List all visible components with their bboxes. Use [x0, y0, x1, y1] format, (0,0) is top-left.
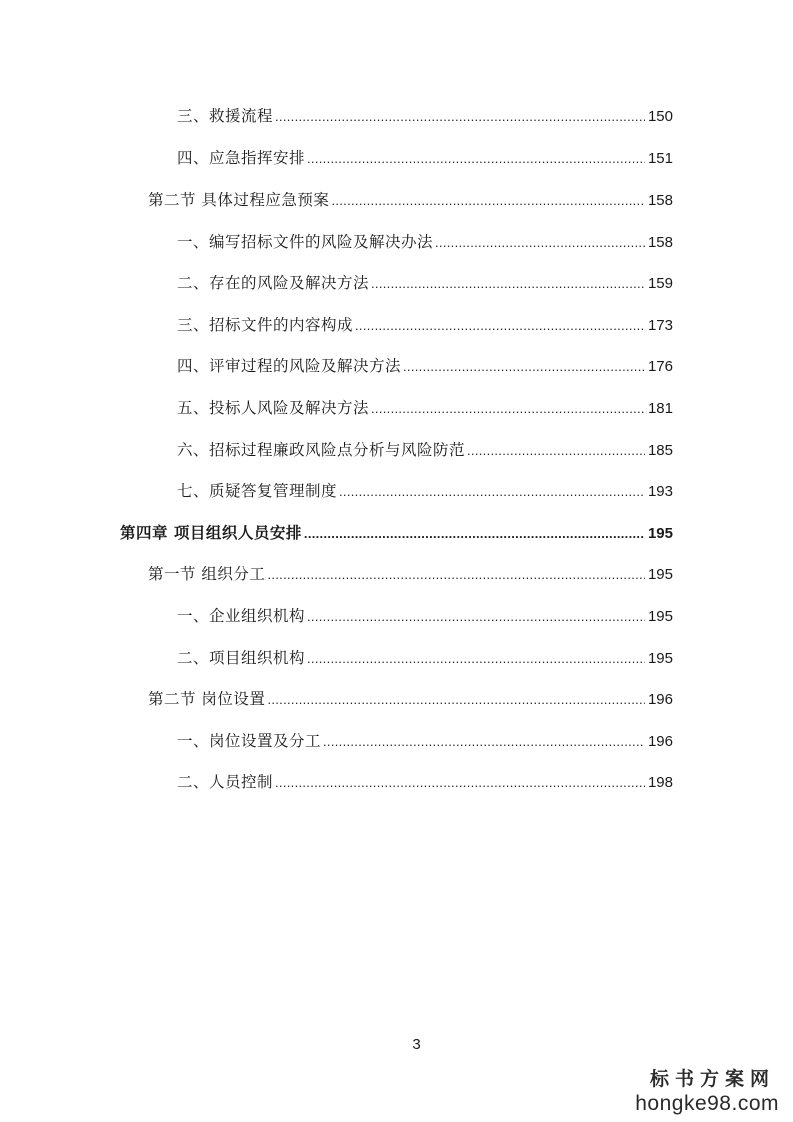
toc-entry-title: 二、存在的风险及解决方法 — [177, 274, 370, 292]
watermark-url: hongke98.com — [635, 1092, 779, 1115]
toc-entry[interactable] — [177, 351, 673, 381]
toc-entry-title: 第二节 具体过程应急预案 — [148, 191, 330, 209]
toc-entry-page: 196 — [647, 733, 673, 750]
toc-entry-page: 173 — [647, 317, 673, 334]
toc-entry[interactable] — [177, 601, 673, 631]
toc-entry-page: 158 — [647, 192, 673, 209]
toc-entry[interactable] — [177, 310, 673, 340]
toc-dot-leader — [307, 144, 645, 174]
toc-entry-title: 六、招标过程廉政风险点分析与风险防范 — [177, 441, 466, 459]
toc-entry-page: 181 — [647, 400, 673, 417]
toc-entry-title: 二、人员控制 — [177, 773, 274, 791]
toc-entry-page: 185 — [647, 442, 673, 459]
toc-entry[interactable] — [177, 393, 673, 423]
toc-dot-leader — [323, 727, 645, 757]
toc-entry-title: 四、评审过程的风险及解决方法 — [177, 357, 402, 375]
toc-dot-leader — [267, 560, 645, 590]
toc-entry-title: 七、质疑答复管理制度 — [177, 482, 338, 500]
toc-dot-leader — [307, 644, 645, 674]
toc-entry-page: 159 — [647, 275, 673, 292]
toc-entry-page: 198 — [647, 774, 673, 791]
toc-entry-title: 一、编写招标文件的风险及解决办法 — [177, 233, 434, 251]
toc-entry[interactable] — [177, 227, 673, 257]
toc-entry-title: 一、岗位设置及分工 — [177, 732, 322, 750]
toc-entry-page: 158 — [647, 234, 673, 251]
toc-dot-leader — [467, 436, 645, 466]
toc-entry-title: 五、投标人风险及解决方法 — [177, 399, 370, 417]
toc-entry[interactable] — [177, 435, 673, 465]
toc-entry-title: 三、救援流程 — [177, 107, 274, 125]
toc-entry-title: 第二节 岗位设置 — [148, 690, 266, 708]
toc-entry[interactable] — [177, 268, 673, 298]
toc-entry[interactable] — [148, 559, 673, 589]
toc-entry-page: 195 — [647, 650, 673, 667]
toc-entry[interactable] — [177, 643, 673, 673]
toc-dot-leader — [371, 394, 645, 424]
toc-entry[interactable] — [148, 684, 673, 714]
toc-dot-leader — [307, 602, 645, 632]
watermark-logo — [635, 1066, 779, 1116]
toc-entry-title: 一、企业组织机构 — [177, 607, 306, 625]
toc-entry-title: 二、项目组织机构 — [177, 649, 306, 667]
toc-dot-leader — [275, 102, 645, 132]
toc-dot-leader — [371, 269, 645, 299]
toc-entry-page: 196 — [647, 691, 673, 708]
toc-chapter-entry[interactable] — [120, 518, 673, 548]
toc-entry[interactable] — [177, 767, 673, 797]
toc-entry-title: 第一节 组织分工 — [148, 565, 266, 583]
toc-entry[interactable] — [177, 726, 673, 756]
toc-entry-title: 第四章 项目组织人员安排 — [120, 524, 302, 542]
toc-entry-title: 三、招标文件的内容构成 — [177, 316, 354, 334]
toc-entry[interactable] — [177, 476, 673, 506]
toc-entry-page: 150 — [647, 108, 673, 125]
toc-entry-page: 193 — [647, 483, 673, 500]
toc-dot-leader — [331, 186, 645, 216]
toc-entry-page: 151 — [647, 150, 673, 167]
toc-dot-leader — [275, 768, 645, 798]
toc-entry-page: 195 — [647, 525, 673, 542]
watermark-brand-text: 标书方案网 — [649, 1068, 775, 1090]
toc-entry-page: 176 — [647, 358, 673, 375]
toc-entry-page: 195 — [647, 608, 673, 625]
toc-dot-leader — [304, 519, 645, 549]
toc-entry[interactable] — [177, 101, 673, 131]
toc-entry[interactable] — [148, 185, 673, 215]
toc-dot-leader — [435, 228, 645, 258]
page-number: 3 — [412, 1036, 421, 1053]
toc-dot-leader — [267, 685, 645, 715]
toc-entry-title: 四、应急指挥安排 — [177, 149, 306, 167]
toc-dot-leader — [403, 352, 645, 382]
toc-entry[interactable] — [177, 143, 673, 173]
toc-dot-leader — [355, 311, 645, 341]
toc-entry-page: 195 — [647, 566, 673, 583]
toc-dot-leader — [339, 477, 645, 507]
